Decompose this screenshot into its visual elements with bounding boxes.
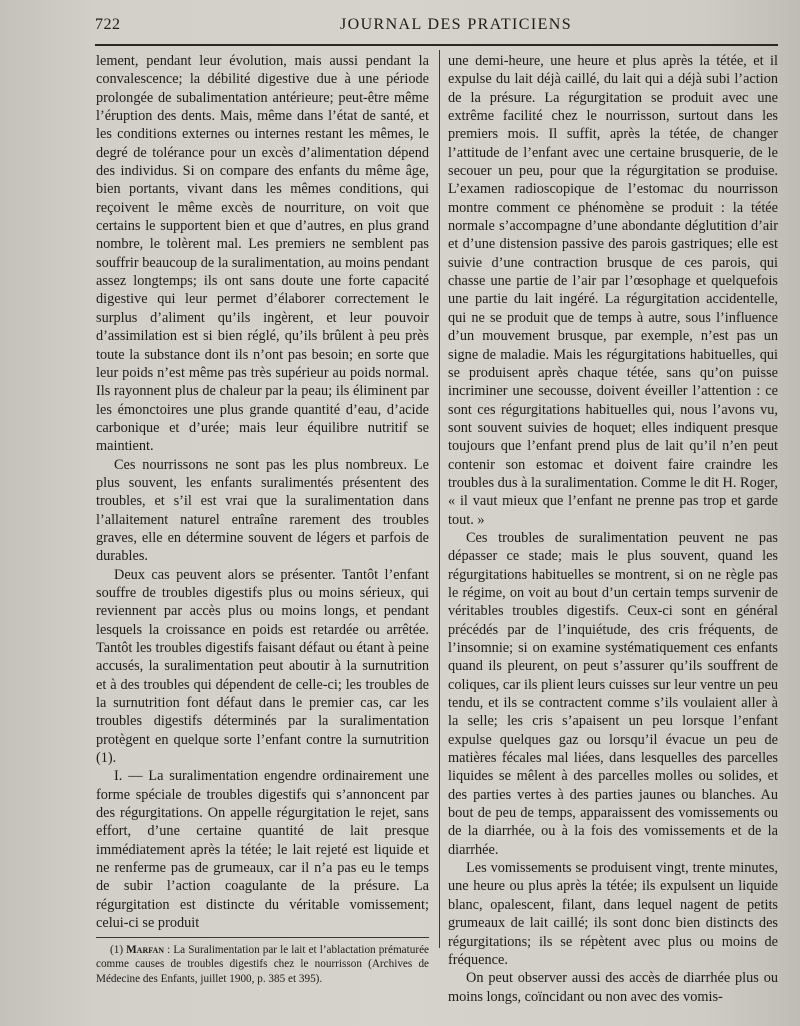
paragraph: Ces nourrissons ne sont pas les plus nombreux. Le plus souvent, les enfants suralimentés présentent des troubles, et s’il est vrai que la suralimentation dans l’allaitement naturel entraîne rarement des troubles graves, elle en détermine souvent de légers et parfois de durables.	[96, 456, 429, 565]
header-rule	[95, 44, 778, 46]
paragraph: lement, pendant leur évolution, mais aussi pendant la convalescence; la débilité digestive due à une période prolongée de subalimentation antérieure; peut-être même l’éruption des dents. Mais, même dans l’état de santé, et les conditions externes ou internes restant les mêmes, le degré de tolérance pour un excès d’alimentation dépend des individus. Si on compare des enfants du même âge, bien portants, vivant dans les mêmes conditions, qui reçoivent le même excès de nourriture, on voit que certains le supportent bien et que d’autres, en plus grand nombre, le tolèrent mal. Les premiers ne semblent pas souffrir beaucoup de la suralimentation, au moins pendant assez longtemps; ils ont sans doute une forte capacité digestive qui leur permet d’élaborer correctement le surplus d’aliment qu’ils ingèrent, et leur pouvoir d’assimilation est si bien réglé, qu’ils brûlent à peu près toute la substance dont ils n’ont pas besoin; en sorte que leur poids n’est même pas très supérieur au poids normal. Ils rayonnent plus de chaleur par la peau; ils éliminent par les émonctoires une plus grande quantité d’eau, d’acide carbonique et d’urée; mais leur équilibre nutritif se maintient.	[96, 53, 429, 455]
footnote-marker: (1)	[110, 943, 124, 956]
page-number: 722	[95, 16, 121, 33]
column-divider	[439, 50, 440, 948]
left-column	[96, 52, 429, 1022]
paragraph: Deux cas peuvent alors se présenter. Tantôt l’enfant souffre de troubles digestifs plus ou moins sérieux, qui reviennent par accès plus ou moins longs, et pendant lesquels la croissance en poids est retardée ou arrêtée. Tantôt les troubles digestifs faisant défaut ou étant à peine accusés, la suralimentation peut aboutir à la surnutrition et à des troubles qui dépendent de celle-ci; les troubles de la surnutrition font défaut dans le premier cas, car les troubles digestifs déterminés par la suralimentation protègent en quelque sorte l’enfant contre la surnutrition (1).	[96, 566, 429, 767]
paragraph: On peut observer aussi des accès de diarrhée plus ou moins longs, coïncidant ou non avec des vomis-	[448, 970, 778, 1005]
paragraph: une demi-heure, une heure et plus après la tétée, et il expulse du lait déjà caillé, du lait qui a déjà subi l’action de la présure. La régurgitation se produit avec une extrême facilité chez le nourrisson, surtout dans les premiers mois. Il suffit, après la tétée, de changer l’attitude de l’enfant avec une certaine brusquerie, de le secouer un peu, pour que la régurgitation se produise. L’examen radioscopique de l’estomac du nourrisson montre comment ce phénomène se produit : la tétée normale s’accompagne d’une abondante déglutition d’air et d’une distension passive des parois gastriques; elle est suivie d’une contraction brusque de ces parois, qui chasse une partie de l’air par l’œsophage et quelquefois une partie du lait ingéré. La régurgitation accidentelle, qui ne se produit que de temps à autre, sous l’influence d’un mouvement brusque, par exemple, n’est pas un signe de maladie. Mais les régurgitations habituelles, qui se produisent après chaque tétée, sans qu’on puisse incriminer une secousse, doivent éveiller l’attention : ce sont ces régurgitations habituelles qui, nous l’avons vu, sont souvent suivies de hoquet; elles indiquent presque toujours que l’enfant prend plus de lait qu’il n’en peut contenir son estomac et doivent faire craindre les troubles dus à la suralimentation. Comme le dit H. Roger, « il vaut mieux que l’enfant ne prenne pas trop et garde tout. »	[448, 53, 778, 528]
footnote-rule	[96, 937, 429, 938]
footnote-author: Marfan	[126, 943, 165, 956]
paragraph: I. — La suralimentation engendre ordinairement une forme spéciale de troubles digestifs qui s’annoncent par des régurgitations. On appelle régurgitation le rejet, sans effort, d’une certaine quantité de lait presque immédiatement après la tétée; le lait rejeté est liquide et ne renferme pas de grumeaux, car il n’a pas eu le temps de subir l’action coagulante de la présure. La régurgitation est distincte du véritable vomissement; celui-ci se produit	[96, 768, 429, 932]
paragraph: Les vomissements se produisent vingt, trente minutes, une heure ou plus après la tétée; ils expulsent un liquide blanc, opalescent, filant, dans lequel nagent de petits grumeaux de lait caillé; ils sont donc bien distincts des régurgitations; ils se répètent avec plus ou moins de fréquence.	[448, 860, 778, 968]
paragraph: Ces troubles de suralimentation peuvent ne pas dépasser ce stade; mais le plus souvent, quand les régurgitations habituelles se montrent, si on ne règle pas le régime, on voit au bout d’un certain temps survenir de véritables troubles digestifs. Ceux-ci sont en général précédés par de l’inquiétude, des cris fréquents, de l’insomnie; si on examine systématiquement ces enfants quand ils pleurent, on peut s’assurer qu’ils souffrent de coliques, car ils plient leurs cuisses sur leur ventre un peu tendu, et ils se contractent comme s’ils voulaient aller à la selle; les cris s’apaisent un peu lorsque l’enfant expulse quelques gaz ou lorsqu’il évacue un peu de matières fécales mal liées, dans lesquelles des parcelles liquides se mêlent à des parcelles molles ou solides, et des parties vertes à des parties jaunes ou blanches. Au bout de peu de temps, apparaissent des vomissements ou de la diarrhée, ou à la fois des vomissements et de la diarrhée.	[448, 529, 778, 858]
right-column	[448, 52, 778, 1022]
footnote-text: : La Suralimentation par le lait et l’ablactation prématurée comme causes de troubles digestifs chez le nourrisson (Archives de Médecine des Enfants, juillet 1900, p. 385 et 395).	[96, 943, 429, 985]
page-header	[95, 14, 782, 40]
running-title: JOURNAL DES PRATICIENS	[340, 16, 573, 33]
footnote	[96, 943, 429, 987]
